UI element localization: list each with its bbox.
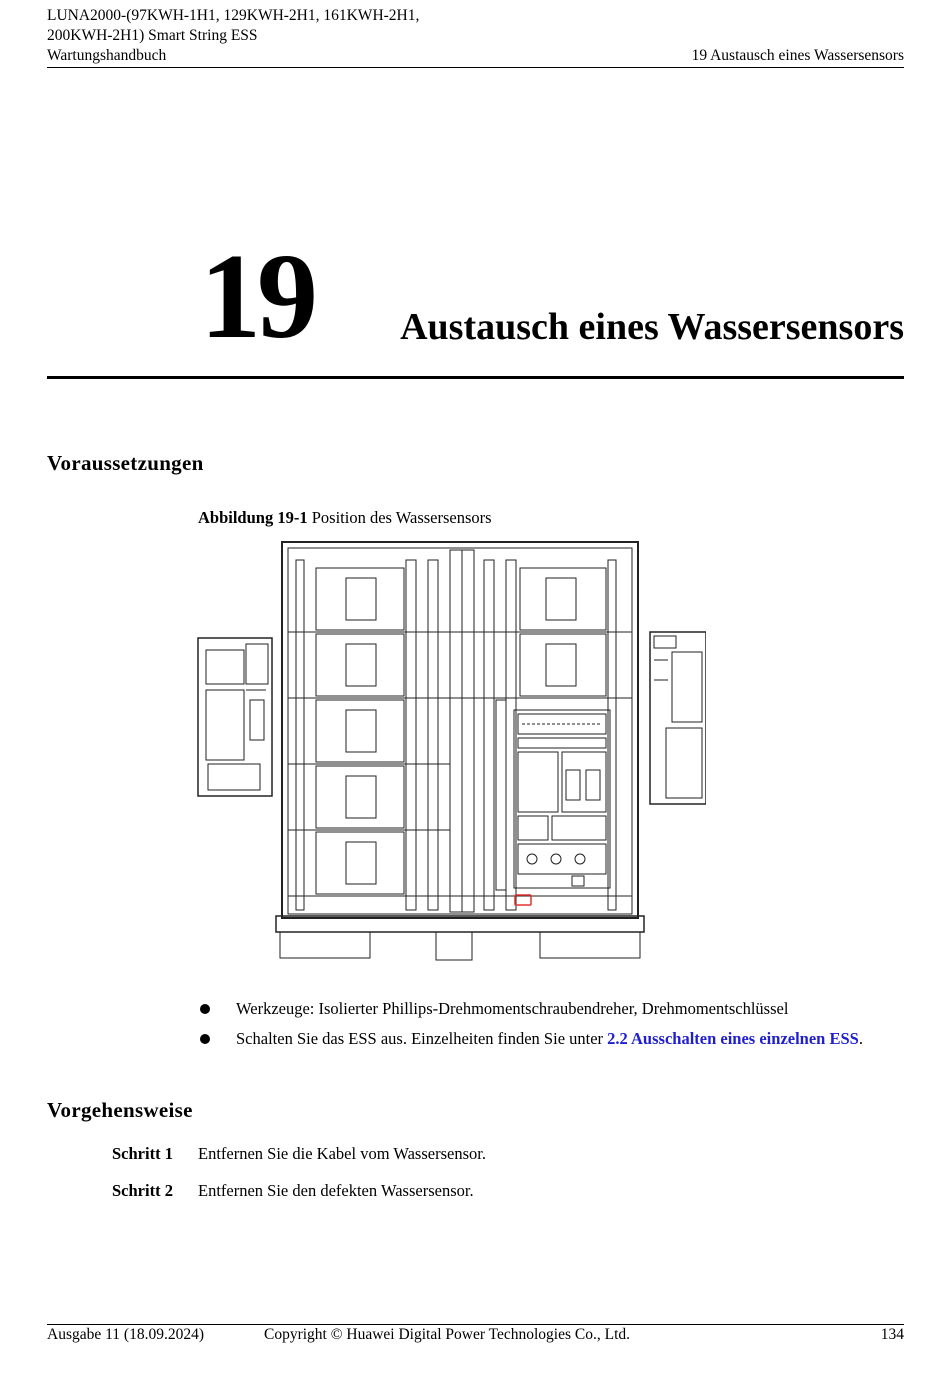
header-product-line2: 200KWH-2H1) Smart String ESS: [47, 27, 258, 44]
main-cabinet: [276, 542, 644, 960]
step-label: Schritt 1: [112, 1144, 173, 1163]
chapter-divider: [47, 376, 904, 379]
document-header: [47, 6, 419, 66]
right-side-panel: [650, 632, 706, 804]
left-side-panel: [198, 638, 272, 796]
section-heading-procedure: Vorgehensweise: [47, 1098, 193, 1122]
right-battery-modules: [496, 568, 606, 890]
page-number: 134: [880, 1326, 904, 1343]
figure-label: Abbildung 19-1: [198, 508, 308, 527]
cross-reference-link[interactable]: 2.2 Ausschalten eines einzelnen ESS: [607, 1029, 859, 1048]
bullet-dot: [200, 1034, 210, 1044]
ess-cabinet-diagram: [196, 540, 706, 966]
figure-caption-text: Position des Wassersensors: [307, 508, 492, 527]
step-label: Schritt 2: [112, 1181, 173, 1200]
step-text: Entfernen Sie die Kabel vom Wassersensor.: [198, 1144, 486, 1163]
footer-copyright: Copyright © Huawei Digital Power Technologies Co., Ltd.: [264, 1326, 630, 1343]
left-battery-modules: [316, 568, 404, 894]
header-manual-title: Wartungshandbuch: [47, 47, 167, 64]
electrical-compartment: [514, 710, 610, 888]
footer-divider: [47, 1324, 904, 1325]
header-chapter-ref: 19 Austausch eines Wassersensors: [691, 47, 904, 64]
chapter-number: 19: [200, 229, 314, 364]
footer-edition: Ausgabe 11 (18.09.2024): [47, 1326, 204, 1343]
bullet-text-before: Schalten Sie das ESS aus. Einzelheiten finden Sie unter: [236, 1029, 608, 1048]
bullet-dot: [200, 1004, 210, 1014]
step-text: Entfernen Sie den defekten Wassersensor.: [198, 1181, 474, 1200]
header-divider: [47, 67, 904, 68]
procedure-step: [112, 1181, 474, 1201]
header-product-line1: LUNA2000-(97KWH-1H1, 129KWH-2H1, 161KWH-2H1,: [47, 7, 420, 24]
chapter-title: Austausch eines Wassersensors: [400, 306, 904, 348]
bullet-text-after: .: [858, 1029, 863, 1048]
section-heading-prerequisites: Voraussetzungen: [47, 451, 204, 475]
bullet-text: [236, 1028, 876, 1050]
procedure-step: [112, 1144, 486, 1164]
figure-caption: [198, 508, 492, 528]
bullet-text: Werkzeuge: Isolierter Phillips-Drehmomentschraubendreher, Drehmomentschlüssel: [236, 999, 789, 1018]
